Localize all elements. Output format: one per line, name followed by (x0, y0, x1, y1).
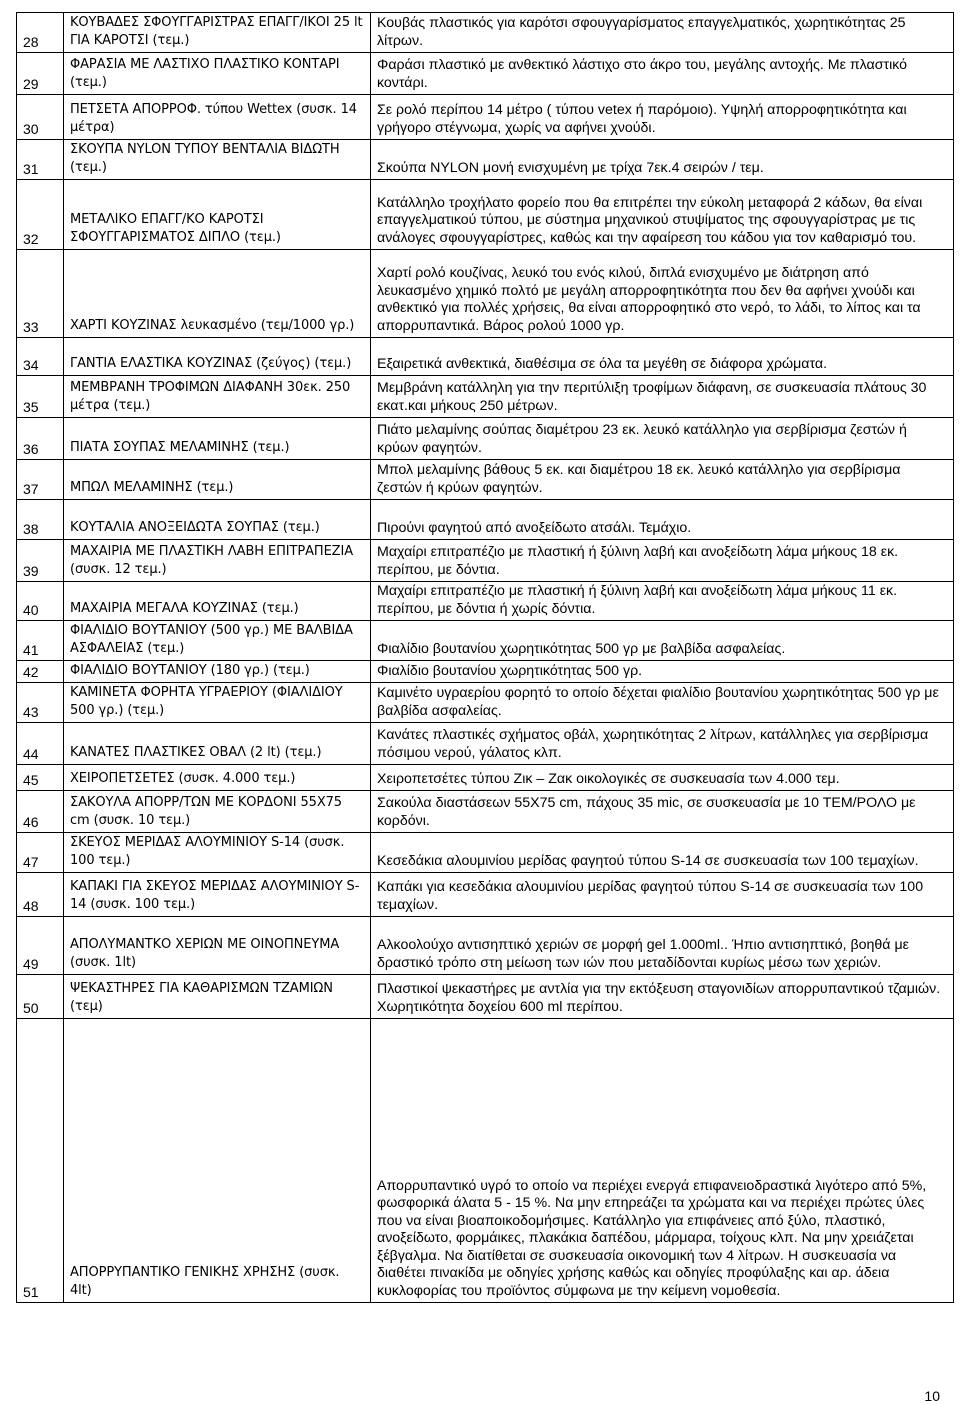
table-row (17, 917, 954, 975)
item-description: Μαχαίρι επιτραπέζιο με πλαστική ή ξύλινη λαβή και ανοξείδωτη λάμα μήκους 18 εκ. περίπου, με δόντια. (371, 540, 954, 582)
item-description: Καμινέτο υγραερίου φορητό το οποίο δέχεται φιαλίδιο βουτανίου χωρητικότητας 500 γρ με βαλβίδα ασφαλείας. (371, 683, 954, 723)
item-description: Σκούπα NYLON μονή ενισχυμένη με τρίχα 7εκ.4 σειρών / τεμ. (371, 140, 954, 180)
item-description: Πλαστικοί ψεκαστήρες με αντλία για την εκτόξευση σταγονιδίων απορρυπαντικού τζαμιών. Χωρητικότητα δοχείου 600 ml περίπου. (371, 975, 954, 1019)
row-number: 48 (17, 873, 64, 917)
item-name: ΦΙΑΛΙΔΙΟ ΒΟΥΤΑΝΙΟΥ (180 γρ.) (τεμ.) (64, 661, 371, 683)
row-number: 28 (17, 13, 64, 53)
page-number: 10 (924, 1388, 940, 1404)
item-description: Κατάλληλο τροχήλατο φορείο που θα επιτρέπει την εύκολη μεταφορά 2 κάδων, θα είναι επαγγελματικού τύπου, με σύστημα μηχανικού στυψίματος της σφουγγαρίστρας με τις ανάλογες σφουγγαρίστρες, καθώς και την αφαίρεση του κάδου για τον καθαρισμό του. (371, 180, 954, 250)
table-row (17, 621, 954, 661)
item-name: ΣΚΟΥΠΑ NYLON ΤΥΠΟΥ ΒΕΝΤΑΛΙΑ ΒΙΔΩΤΗ (τεμ.) (64, 140, 371, 180)
row-number: 36 (17, 418, 64, 460)
table-row (17, 500, 954, 540)
item-description: Καπάκι για κεσεδάκια αλουμινίου μερίδας φαγητού τύπου S-14 σε συσκευασία των 100 τεμαχίων. (371, 873, 954, 917)
row-number: 37 (17, 460, 64, 500)
table-row (17, 418, 954, 460)
row-number: 29 (17, 53, 64, 95)
row-number: 45 (17, 765, 64, 791)
table-row (17, 540, 954, 582)
item-description: Απορρυπαντικό υγρό το οποίο να περιέχει ενεργά επιφανειοδραστικά λιγότερο από 5%, φωσφορικά άλατα 5 - 15 %. Να μην επηρεάζει τα χρώματα και να περιέχει πρώτες ύλες που να είναι βιοαποικοδομήσιμες. Κατάλληλο για επιφάνειες από ξύλο, πλαστικό, ανοξείδωτο, φορμάικες, πλακάκια δαπέδου, μάρμαρα, τοίχους κλπ. Να μην χρειάζεται ξέβγαλμα. Να διατίθεται σε συσκευασία οικονομική των 4 λίτρων. Η συσκευασία να διαθέτει πινακίδα με οδηγίες χρήσης καθώς και οδηγίες προφύλαξης και αρ. άδεια κυκλοφορίας του προϊόντος σύμφωνα με την κείμενη νομοθεσία. (371, 1019, 954, 1303)
item-name: ΚΟΥΒΑΔΕΣ ΣΦΟΥΓΓΑΡΙΣΤΡΑΣ ΕΠΑΓΓ/ΙΚΟΙ 25 lt ΓΙΑ ΚΑΡΟΤΣΙ (τεμ.) (64, 13, 371, 53)
item-name: ΧΕΙΡΟΠΕΤΣΕΤΕΣ (συσκ. 4.000 τεμ.) (64, 765, 371, 791)
item-description: Πιάτο μελαμίνης σούπας διαμέτρου 23 εκ. λευκό κατάλληλο για σερβίρισμα ζεστών ή κρύων φαγητών. (371, 418, 954, 460)
row-number: 39 (17, 540, 64, 582)
item-description: Πιρούνι φαγητού από ανοξείδωτο ατσάλι. Τεμάχιο. (371, 500, 954, 540)
item-description: Σε ρολό περίπου 14 μέτρο ( τύπου vetex ή παρόμοιο). Υψηλή απορροφητικότητα και γρήγορο στέγνωμα, χωρίς να αφήνει χνούδι. (371, 95, 954, 140)
item-name: ΦΑΡΑΣΙΑ ΜΕ ΛΑΣΤΙΧΟ ΠΛΑΣΤΙΚΟ ΚΟΝΤΑΡΙ (τεμ.) (64, 53, 371, 95)
item-name: ΜΠΩΛ ΜΕΛΑΜΙΝΗΣ (τεμ.) (64, 460, 371, 500)
table-row (17, 140, 954, 180)
row-number: 30 (17, 95, 64, 140)
row-number: 50 (17, 975, 64, 1019)
table-row (17, 53, 954, 95)
table-row (17, 683, 954, 723)
item-name: ΦΙΑΛΙΔΙΟ ΒΟΥΤΑΝΙΟΥ (500 γρ.) ΜΕ ΒΑΛΒΙΔΑ ΑΣΦΑΛΕΙΑΣ (τεμ.) (64, 621, 371, 661)
item-name: ΧΑΡΤΙ ΚΟΥΖΙΝΑΣ λευκασμένο (τεμ/1000 γρ.) (64, 250, 371, 338)
table-row (17, 873, 954, 917)
row-number: 43 (17, 683, 64, 723)
item-name: ΜΑΧΑΙΡΙΑ ΜΕ ΠΛΑΣΤΙΚΗ ΛΑΒΗ ΕΠΙΤΡΑΠΕΖΙΑ (συσκ. 12 τεμ.) (64, 540, 371, 582)
item-name: ΜΕΤΑΛΙΚΟ ΕΠΑΓΓ/ΚΟ ΚΑΡΟΤΣΙ ΣΦΟΥΓΓΑΡΙΣΜΑΤΟΣ ΔΙΠΛΟ (τεμ.) (64, 180, 371, 250)
table-row (17, 833, 954, 873)
item-description: Κανάτες πλαστικές σχήματος οβάλ, χωρητικότητας 2 λίτρων, κατάλληλες για σερβίρισμα πόσιμου νερού, γάλατος κλπ. (371, 723, 954, 765)
item-name: ΑΠΟΛΥΜΑΝΤΚΟ ΧΕΡΙΩΝ ΜΕ ΟΙΝΟΠΝΕΥΜΑ (συσκ. 1lt) (64, 917, 371, 975)
table-row (17, 250, 954, 338)
item-description: Μαχαίρι επιτραπέζιο με πλαστική ή ξύλινη λαβή και ανοξείδωτη λάμα μήκους 11 εκ. περίπου, με δόντια ή χωρίς δόντια. (371, 582, 954, 621)
item-name: ΚΑΜΙΝΕΤΑ ΦΟΡΗΤΑ ΥΓΡΑΕΡΙΟΥ (ΦΙΑΛΙΔΙΟΥ 500 γρ.) (τεμ.) (64, 683, 371, 723)
item-description: Μπολ μελαμίνης βάθους 5 εκ. και διαμέτρου 18 εκ. λευκό κατάλληλο για σερβίρισμα ζεστών ή κρύων φαγητών. (371, 460, 954, 500)
table-row (17, 1019, 954, 1303)
table-row (17, 376, 954, 418)
item-name: ΜΕΜΒΡΑΝΗ ΤΡΟΦΙΜΩΝ ΔΙΑΦΑΝΗ 30εκ. 250 μέτρα (τεμ.) (64, 376, 371, 418)
row-number: 51 (17, 1019, 64, 1303)
table-row (17, 13, 954, 53)
item-description: Κουβάς πλαστικός για καρότσι σφουγγαρίσματος επαγγελματικός, χωρητικότητας 25 λίτρων. (371, 13, 954, 53)
table-row (17, 460, 954, 500)
row-number: 42 (17, 661, 64, 683)
row-number: 44 (17, 723, 64, 765)
row-number: 33 (17, 250, 64, 338)
item-description: Μεμβράνη κατάλληλη για την περιτύλιξη τροφίμων διάφανη, σε συσκευασία πλάτους 30 εκατ.και μήκους 250 μέτρων. (371, 376, 954, 418)
product-spec-table (16, 12, 954, 1303)
item-description: Φαράσι πλαστικό με ανθεκτικό λάστιχο στο άκρο του, μεγάλης αντοχής. Με πλαστικό κοντάρι. (371, 53, 954, 95)
item-name: ΚΑΝΑΤΕΣ ΠΛΑΣΤΙΚΕΣ ΟΒΑΛ (2 lt) (τεμ.) (64, 723, 371, 765)
row-number: 34 (17, 338, 64, 376)
item-name: ΠΙΑΤΑ ΣΟΥΠΑΣ ΜΕΛΑΜΙΝΗΣ (τεμ.) (64, 418, 371, 460)
item-description: Αλκοολούχο αντισηπτικό χεριών σε μορφή gel 1.000ml.. Ήπιο αντισηπτικό, βοηθά με δραστικό τρόπο στη μείωση των ιών που μεταδίδονται κυρίως μέσω των χεριών. (371, 917, 954, 975)
row-number: 31 (17, 140, 64, 180)
table-row (17, 338, 954, 376)
item-description: Χειροπετσέτες τύπου Ζικ – Ζακ οικολογικές σε συσκευασία των 4.000 τεμ. (371, 765, 954, 791)
row-number: 38 (17, 500, 64, 540)
item-description: Εξαιρετικά ανθεκτικά, διαθέσιμα σε όλα τα μεγέθη σε διάφορα χρώματα. (371, 338, 954, 376)
row-number: 46 (17, 791, 64, 833)
table-row (17, 180, 954, 250)
item-name: ΚΑΠΑΚΙ ΓΙΑ ΣΚΕΥΟΣ ΜΕΡΙΔΑΣ ΑΛΟΥΜΙΝΙΟΥ S-14 (συσκ. 100 τεμ.) (64, 873, 371, 917)
item-description: Σακούλα διαστάσεων 55Χ75 cm, πάχους 35 mic, σε συσκευασία με 10 ΤΕΜ/ΡΟΛΟ με κορδόνι. (371, 791, 954, 833)
item-name: ΣΑΚΟΥΛΑ ΑΠΟΡΡ/ΤΩΝ ΜΕ ΚΟΡΔΟΝΙ 55Χ75 cm (συσκ. 10 τεμ.) (64, 791, 371, 833)
row-number: 32 (17, 180, 64, 250)
table-row (17, 791, 954, 833)
item-name: ΜΑΧΑΙΡΙΑ ΜΕΓΑΛΑ ΚΟΥΖΙΝΑΣ (τεμ.) (64, 582, 371, 621)
table-row (17, 975, 954, 1019)
row-number: 47 (17, 833, 64, 873)
table-row (17, 661, 954, 683)
item-name: ΚΟΥΤΑΛΙΑ ΑΝΟΞΕΙΔΩΤΑ ΣΟΥΠΑΣ (τεμ.) (64, 500, 371, 540)
table-row (17, 95, 954, 140)
table-row (17, 765, 954, 791)
item-name: ΓΑΝΤΙΑ ΕΛΑΣΤΙΚΑ ΚΟΥΖΙΝΑΣ (ζεύγος) (τεμ.) (64, 338, 371, 376)
item-name: ΣΚΕΥΟΣ ΜΕΡΙΔΑΣ ΑΛΟΥΜΙΝΙΟΥ S-14 (συσκ. 100 τεμ.) (64, 833, 371, 873)
item-name: ΨΕΚΑΣΤΗΡΕΣ ΓΙΑ ΚΑΘΑΡΙΣΜΩΝ ΤΖΑΜΙΩΝ (τεμ) (64, 975, 371, 1019)
row-number: 49 (17, 917, 64, 975)
row-number: 35 (17, 376, 64, 418)
item-description: Φιαλίδιο βουτανίου χωρητικότητας 500 γρ. (371, 661, 954, 683)
item-description: Φιαλίδιο βουτανίου χωρητικότητας 500 γρ με βαλβίδα ασφαλείας. (371, 621, 954, 661)
row-number: 41 (17, 621, 64, 661)
item-name: ΑΠΟΡΡΥΠΑΝΤΙΚΟ ΓΕΝΙΚΗΣ ΧΡΗΣΗΣ (συσκ. 4lt) (64, 1019, 371, 1303)
item-description: Χαρτί ρολό κουζίνας, λευκό του ενός κιλού, διπλά ενισχυμένο με διάτρηση από λευκασμένο χημικό πολτό με μεγάλη απορροφητικότητα που δεν θα αφήνει χνούδι και ανθεκτικό για πολλές χρήσεις, θα είναι απορροφητικό στο νερό, το λάδι, το λίπος και τα απορρυπαντικά. Βάρος ρολού 1000 γρ. (371, 250, 954, 338)
table-row (17, 723, 954, 765)
item-name: ΠΕΤΣΕΤΑ ΑΠΟΡΡΟΦ. τύπου Wettex (συσκ. 14 μέτρα) (64, 95, 371, 140)
item-description: Κεσεδάκια αλουμινίου μερίδας φαγητού τύπου S-14 σε συσκευασία των 100 τεμαχίων. (371, 833, 954, 873)
row-number: 40 (17, 582, 64, 621)
table-row (17, 582, 954, 621)
